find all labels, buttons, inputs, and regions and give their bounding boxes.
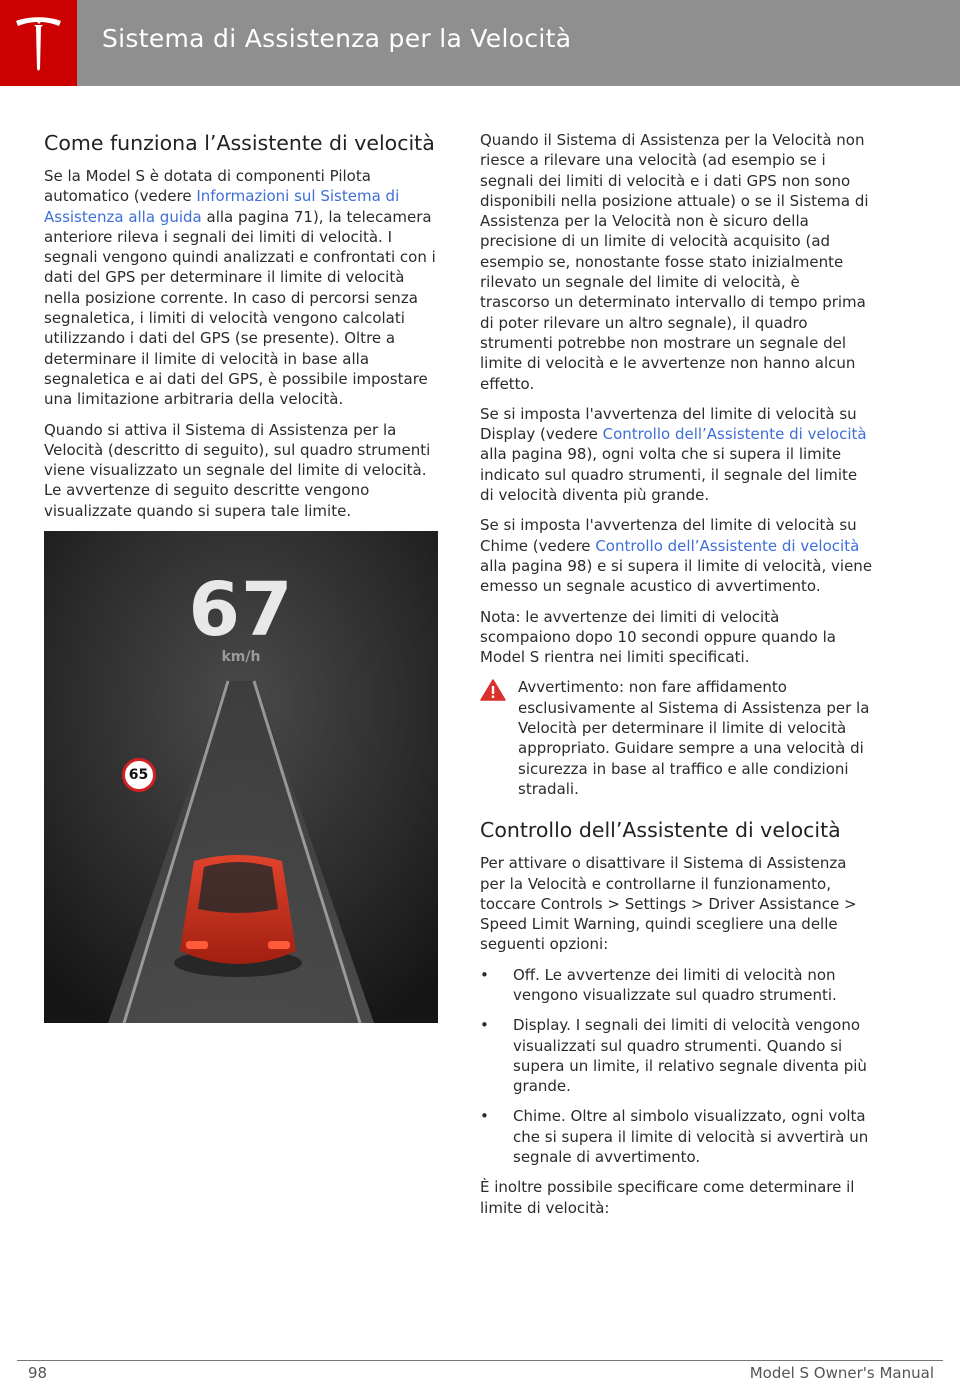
speed-limit-value: 65 xyxy=(128,767,149,784)
speed-readout: 67 xyxy=(188,567,294,654)
tesla-logo-icon xyxy=(14,15,63,71)
paragraph xyxy=(480,404,874,505)
speed-unit: km/h xyxy=(221,649,261,666)
paragraph: Per attivare o disattivare il Sistema di Assistenza per la Velocità e controllarne il funzionamento, toccare Controls > Settings > Driver Assistance > Speed Limit Warning, quindi scegliere una delle seguenti opzioni: xyxy=(480,854,857,954)
link-speed-assist-control[interactable]: Controllo dell’Assistente di velocità xyxy=(602,425,867,444)
text-run: alla pagina 71), la telecamera anteriore rileva i segnali dei limiti di velocità. I segnali vengono quindi analizzati e confrontati con i dati del GPS per determinare il limite di velocità nella posizione corrente. In caso di percorsi senza segnaletica, i limiti di velocità vengono calcolati utilizzando i dati del GPS (se presente). Oltre a determinare il limite di velocità in base alla segnaletica e ai dati del GPS, è possibile impostare una limitazione arbitraria della velocità. xyxy=(44,207,436,409)
paragraph: Quando si attiva il Sistema di Assistenza per la Velocità (descritto di seguito), sul quadro strumenti viene visualizzato un segnale del limite di velocità. Le avvertenze di seguito descritte vengono visualizzate quando si supera tale limite. xyxy=(44,420,431,520)
car-icon xyxy=(174,855,302,977)
section-heading-how-it-works: Come funziona l’Assistente di velocità xyxy=(44,131,435,155)
list-item xyxy=(480,1015,874,1096)
list-item xyxy=(480,965,874,1006)
manual-name: Model S Owner's Manual xyxy=(749,1364,934,1382)
page-title: Sistema di Assistenza per la Velocità xyxy=(102,24,572,53)
text-run: Se si imposta l'avvertenza del limite di velocità su Chime (vedere xyxy=(480,516,857,555)
bullet: • xyxy=(480,965,489,984)
instrument-cluster-image xyxy=(44,531,438,1023)
text-run: alla pagina 98), ogni volta che si supera il limite indicato sul quadro strumenti, il segnale del limite di velocità diventa più grande. xyxy=(480,445,858,505)
page-header xyxy=(0,0,960,86)
speed-limit-sign xyxy=(122,758,156,792)
right-column xyxy=(480,130,874,1228)
paragraph: Quando il Sistema di Assistenza per la Velocità non riesce a rilevare una velocità (ad esempio se i segnali dei limiti di velocità e i dati GPS non sono disponibili nella posizione attuale) o se il Sistema di Assistenza per la Velocità non è sicuro della precisione di un limite di velocità acquisito (ad esempio se, nonostante fosse stato inizialmente rilevato un segnale del limite di velocità, è trascorso un determinato intervallo di tempo prima di poter rilevare un altro segnale), il quadro strumenti potrebbe non mostrare un segnale del limite di velocità e le avvertenze non hanno alcun effetto. xyxy=(480,131,869,393)
paragraph xyxy=(480,515,874,596)
options-list xyxy=(480,965,874,1168)
bullet: • xyxy=(480,1016,489,1035)
list-item-text: Off. Le avvertenze dei limiti di velocità non vengono visualizzate sul quadro strumenti. xyxy=(513,965,837,1004)
warning-triangle-icon xyxy=(480,679,506,701)
left-column xyxy=(44,130,438,1023)
bullet: • xyxy=(480,1107,489,1126)
warning-box xyxy=(480,677,874,799)
paragraph: È inoltre possibile specificare come determinare il limite di velocità: xyxy=(480,1178,855,1217)
page-number: 98 xyxy=(28,1364,48,1382)
paragraph xyxy=(44,166,438,410)
footer-divider xyxy=(17,1360,943,1361)
text-run: Se si imposta l'avvertenza del limite di velocità su Display (vedere xyxy=(480,404,857,444)
list-item-text: Display. I segnali dei limiti di velocità vengono visualizzati sul quadro strumenti. Quando si supera un limite, il relativo segnale diventa più grande. xyxy=(513,1016,867,1096)
list-item-text: Chime. Oltre al simbolo visualizzato, ogni volta che si supera il limite di velocità si avvertirà un segnale di avvertimento. xyxy=(513,1107,869,1167)
logo-box xyxy=(0,0,77,86)
list-item xyxy=(480,1106,874,1167)
link-speed-assist-control[interactable]: Controllo dell’Assistente di velocità xyxy=(595,536,860,555)
link-driver-assistance[interactable]: Informazioni sul Sistema di Assistenza alla guida xyxy=(44,187,400,226)
text-run: alla pagina 98) e si supera il limite di velocità, viene emesso un segnale acustico di avvertimento. xyxy=(480,556,873,596)
warning-text: Avvertimento: non fare affidamento esclusivamente al Sistema di Assistenza per la Velocità per determinare il limite di velocità appropriato. Guidare sempre a una velocità di sicurezza in base al traffico e alle condizioni stradali. xyxy=(518,678,870,798)
text-run: Se la Model S è dotata di componenti Pilota automatico (vedere xyxy=(44,167,371,206)
note: Nota: le avvertenze dei limiti di velocità scompaiono dopo 10 secondi oppure quando la Model S rientra nei limiti specificati. xyxy=(480,607,836,667)
section-heading-speed-assist-control: Controllo dell’Assistente di velocità xyxy=(480,818,841,843)
